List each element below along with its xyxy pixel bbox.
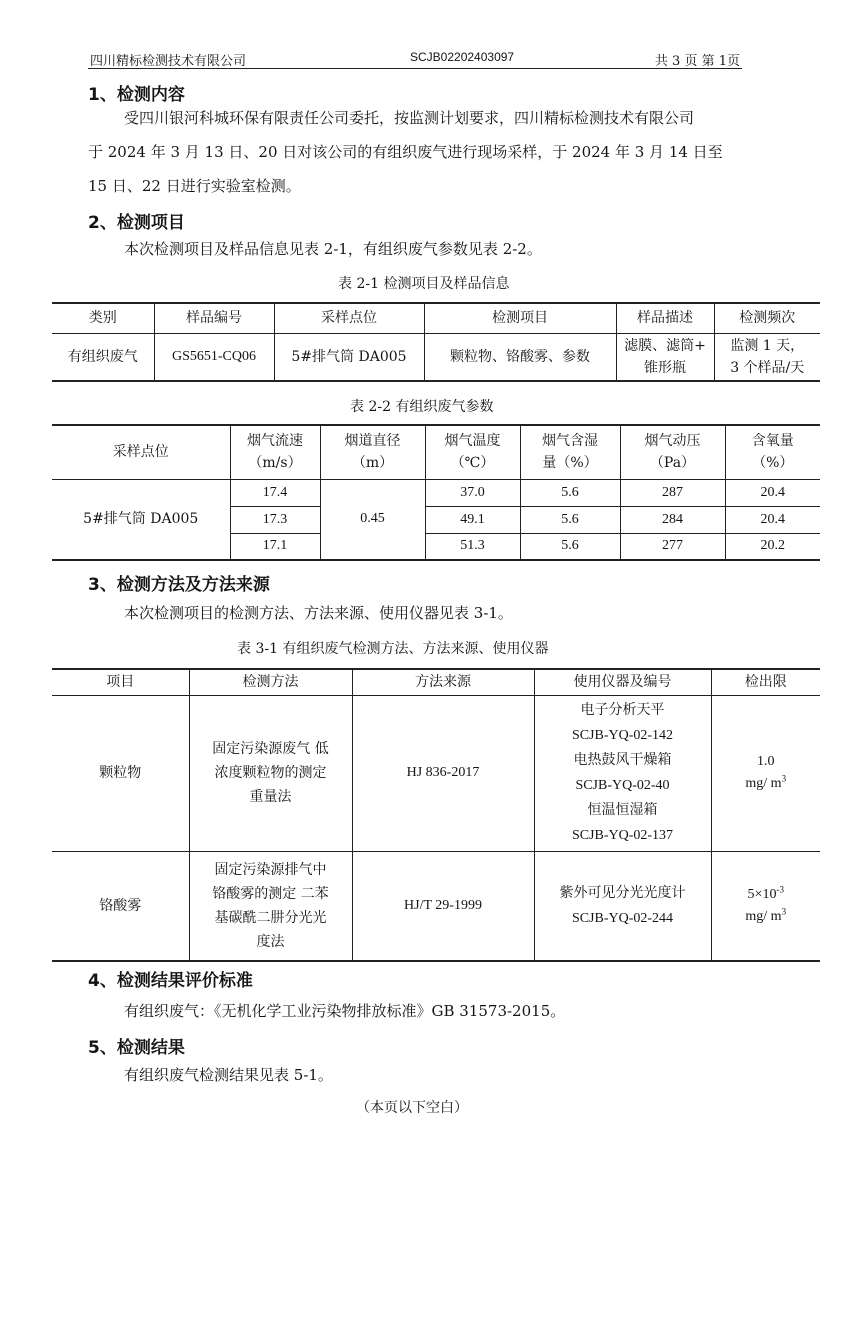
section-1-line-3: 15 日、22 日进行实验室检测。 (88, 177, 301, 195)
t2-press-2: 284 (620, 506, 725, 533)
section-4-text: 有组织废气：《无机化学工业污染物排放标准》GB 31573-2015。 (124, 1002, 566, 1020)
company-name: 四川精标检测技术有限公司 (90, 54, 247, 69)
t2-header-diam-1: 烟道直径 (344, 433, 401, 450)
t2-moist-2: 5.6 (520, 506, 620, 533)
t2-header-oxygen (725, 425, 820, 479)
t3-r2-instrument-line: 紫外可见分光光度计 (559, 884, 686, 901)
t2-header-press-2: （Pa） (649, 455, 696, 472)
t3-r1-instrument-line: 恒温恒湿箱 (587, 802, 658, 818)
t2-header-diam-2: （m） (351, 455, 394, 472)
t1-header-items: 检测项目 (424, 303, 616, 333)
t1-freq-line-2: 3 个样品/天 (730, 359, 805, 376)
t2-header-oxy-2: （%） (752, 455, 794, 472)
page-header (88, 46, 742, 69)
section-3-intro: 本次检测项目的检测方法、方法来源、使用仪器见表 3-1。 (124, 604, 513, 622)
table-2-2 (52, 424, 820, 561)
t1-category: 有组织废气 (52, 333, 154, 381)
t3-r1-instrument-line: SCJB-YQ-02-142 (571, 728, 674, 743)
t3-r2-method (189, 851, 352, 961)
t3-r2-method-line: 铬酸雾的测定 二苯 (212, 885, 329, 902)
t2-diameter: 0.45 (320, 479, 425, 560)
t3-header-instrument: 使用仪器及编号 (534, 669, 711, 695)
t3-r1-instrument-line: 电热鼓风干燥箱 (573, 752, 672, 768)
t3-r1-limit-unit (714, 773, 819, 795)
t3-r1-unit-text: mg/ m (745, 776, 782, 791)
blank-page-note: （本页以下空白） (356, 1100, 468, 1116)
t3-r1-method-line: 固定污染源废气 低 (212, 741, 329, 757)
table-row (52, 479, 820, 506)
table-2-1-caption: 表 2-1 检测项目及样品信息 (338, 276, 510, 292)
t3-r1-item: 颗粒物 (52, 695, 189, 851)
section-5-title: 5、检测结果 (88, 1038, 185, 1058)
table-2-2-caption: 表 2-2 有组织废气参数 (350, 399, 494, 415)
table-3-1-caption: 表 3-1 有组织废气检测方法、方法来源、使用仪器 (237, 641, 549, 657)
t3-r1-unit-sup: 3 (781, 773, 787, 784)
t1-desc-line-1: 滤膜、滤筒+ (624, 337, 706, 354)
t2-temp-2: 49.1 (425, 506, 520, 533)
t2-oxy-1: 20.4 (725, 479, 820, 506)
t2-moist-3: 5.6 (520, 533, 620, 560)
t3-header-limit: 检出限 (711, 669, 820, 695)
t2-header-pressure (620, 425, 725, 479)
t3-r2-limit (711, 851, 820, 961)
t3-r1-limit (711, 695, 820, 851)
page-number: 共 3 页 第 1页 (654, 54, 740, 69)
t3-r1-instrument-line: 电子分析天平 (580, 702, 665, 718)
t2-header-speed-1: 烟气流速 (247, 433, 303, 450)
t1-header-point: 采样点位 (274, 303, 424, 333)
t2-temp-1: 37.0 (425, 479, 520, 506)
t3-r2-value-text: 5×10 (747, 886, 777, 902)
t3-r2-method-line: 固定污染源排气中 (214, 861, 327, 878)
t3-header-method: 检测方法 (189, 669, 352, 695)
t2-point: 5#排气筒 DA005 (52, 479, 230, 560)
t2-header-moisture (520, 425, 620, 479)
t1-items: 颗粒物、铬酸雾、参数 (424, 333, 616, 381)
t2-oxy-3: 20.2 (725, 533, 820, 560)
t2-header-temp (425, 425, 520, 479)
t3-r2-instrument-line: SCJB-YQ-02-244 (571, 910, 674, 926)
t3-header-item: 项目 (52, 669, 189, 695)
t3-r1-method-line: 浓度颗粒物的测定 (214, 765, 327, 781)
t2-header-moist-1: 烟气含湿 (542, 433, 598, 450)
t2-header-press-1: 烟气动压 (644, 433, 701, 450)
t2-oxy-2: 20.4 (725, 506, 820, 533)
section-4-title: 4、检测结果评价标准 (88, 971, 253, 991)
section-5-text: 有组织废气检测结果见表 5-1。 (124, 1066, 333, 1084)
t3-r2-limit-unit (714, 906, 819, 928)
t2-speed-2: 17.3 (230, 506, 320, 533)
section-2-intro: 本次检测项目及样品信息见表 2-1，有组织废气参数见表 2-2。 (124, 240, 542, 258)
t2-header-oxy-1: 含氧量 (751, 433, 794, 450)
t1-header-desc: 样品描述 (616, 303, 714, 333)
t1-point: 5#排气筒 DA005 (274, 333, 424, 381)
t2-header-speed-2: （m/s） (248, 455, 302, 472)
t1-freq (714, 333, 820, 381)
t2-header-temp-2: （℃） (450, 455, 495, 472)
t3-r2-method-line: 基碳酰二肼分光光 (214, 909, 327, 926)
t2-header-point: 采样点位 (52, 425, 230, 479)
t2-moist-1: 5.6 (520, 479, 620, 506)
t3-r2-value-sup: -3 (776, 884, 784, 895)
t2-press-3: 277 (620, 533, 725, 560)
t3-r2-unit-sup: 3 (781, 906, 787, 917)
t3-r1-instrument-line: SCJB-YQ-02-137 (571, 828, 674, 843)
t1-sample-no: GS5651-CQ06 (154, 333, 274, 381)
t1-header-freq: 检测频次 (714, 303, 820, 333)
t1-header-sample-no: 样品编号 (154, 303, 274, 333)
t1-freq-line-1: 监测 1 天， (730, 337, 805, 354)
t2-header-speed (230, 425, 320, 479)
t2-speed-1: 17.4 (230, 479, 320, 506)
t3-r2-limit-value (714, 884, 819, 906)
t2-temp-3: 51.3 (425, 533, 520, 560)
report-number: SCJB02202403097 (410, 50, 515, 64)
t3-r1-source: HJ 836-2017 (352, 695, 534, 851)
t3-r1-instruments (534, 695, 711, 851)
section-1-line-1: 受四川银河科城环保有限责任公司委托，按监测计划要求，四川精标检测技术有限公司 (124, 109, 695, 127)
t2-header-moist-2: 量（%） (542, 455, 598, 472)
t2-speed-3: 17.1 (230, 533, 320, 560)
section-1-title: 1、检测内容 (88, 85, 185, 105)
table-2-1 (52, 302, 820, 382)
t3-header-source: 方法来源 (352, 669, 534, 695)
t2-header-temp-1: 烟气温度 (444, 433, 501, 450)
t2-header-diameter (320, 425, 425, 479)
t3-r2-unit-text: mg/ m (745, 908, 782, 924)
t3-r1-limit-value: 1.0 (757, 754, 775, 769)
t1-desc (616, 333, 714, 381)
t3-r2-instruments (534, 851, 711, 961)
section-3-title: 3、检测方法及方法来源 (88, 575, 270, 595)
t3-r1-method (189, 695, 352, 851)
table-row (52, 851, 820, 961)
t1-desc-line-2: 锥形瓶 (644, 359, 686, 376)
table-row (52, 695, 820, 851)
section-1-line-2: 于 2024 年 3 月 13 日、20 日对该公司的有组织废气进行现场采样，于 2024 年 3 月 14 日至 (88, 143, 723, 161)
table-3-1 (52, 668, 820, 962)
t2-press-1: 287 (620, 479, 725, 506)
t3-r2-method-line: 度法 (256, 933, 285, 950)
t3-r1-method-line: 重量法 (249, 789, 292, 805)
section-2-title: 2、检测项目 (88, 213, 185, 233)
t3-r1-instrument-line: SCJB-YQ-02-40 (575, 778, 670, 793)
t1-header-category: 类别 (52, 303, 154, 333)
t3-r2-item: 铬酸雾 (52, 851, 189, 961)
t3-r2-source: HJ/T 29-1999 (352, 851, 534, 961)
